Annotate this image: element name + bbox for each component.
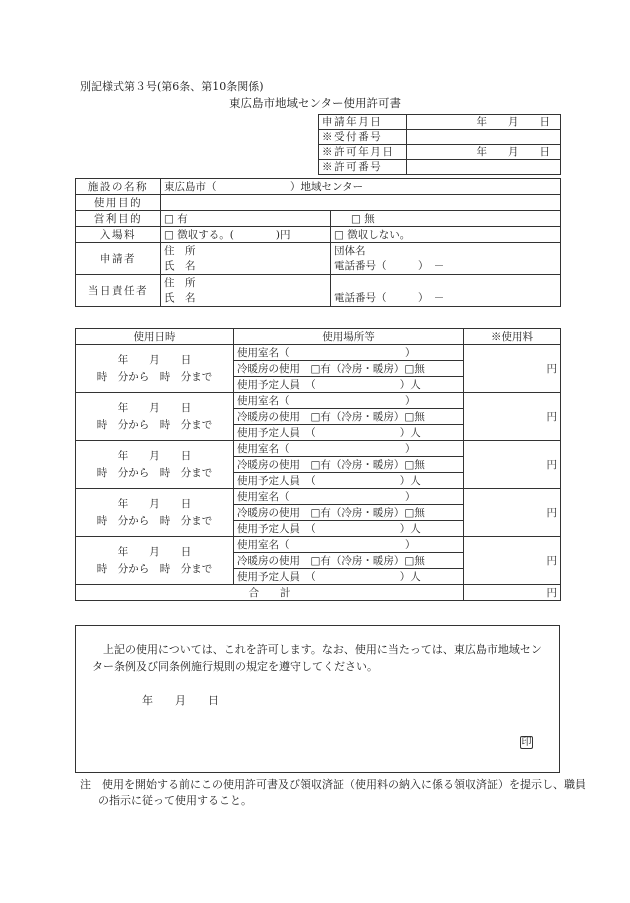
facility-value: 東広島市（ ）地域センター — [161, 179, 561, 195]
entry-fee-collect: □ 徴収する。( )円 — [161, 227, 331, 243]
reception-label: 申請年月日 — [319, 115, 407, 130]
usage-room: 使用室名（ ） — [234, 537, 464, 553]
seal-mark: 印 — [521, 737, 532, 748]
usage-fee: 円 — [464, 393, 561, 441]
usage-time: 時 分から 時 分まで — [96, 514, 213, 527]
usage-date: 年 月 日 — [117, 401, 192, 414]
reception-value: 年 月 日 — [407, 115, 561, 130]
usage-total-label: 合 計 — [76, 585, 464, 601]
applicant-table — [75, 178, 561, 307]
facility-label: 施設の名称 — [76, 179, 161, 195]
reception-value: 年 月 日 — [407, 145, 561, 160]
phone-label: 電話番号（ ） － — [334, 259, 445, 272]
commercial-yes: □ 有 — [161, 211, 331, 227]
usage-time: 時 分から 時 分まで — [96, 562, 213, 575]
address-label: 住 所 — [164, 276, 196, 289]
page-title: 東広島市地域センター使用許可書 — [228, 96, 402, 110]
responsible-label: 当日責任者 — [76, 275, 161, 307]
commercial-label: 営利目的 — [76, 211, 161, 227]
permit-text: 上記の使用については、これを許可します。なお、使用に当たっては、東広島市地域センター条例及び同条例施行規則の規定を遵守してください。 — [92, 643, 542, 673]
permit-box — [75, 625, 560, 773]
usage-aircon: 冷暖房の使用 □有（冷房・暖房）□無 — [234, 409, 464, 425]
name-label: 氏 名 — [164, 259, 196, 272]
usage-aircon: 冷暖房の使用 □有（冷房・暖房）□無 — [234, 361, 464, 377]
usage-room: 使用室名（ ） — [234, 345, 464, 361]
usage-date: 年 月 日 — [117, 353, 192, 366]
usage-room: 使用室名（ ） — [234, 441, 464, 457]
usage-time: 時 分から 時 分まで — [96, 370, 213, 383]
purpose-value — [161, 195, 561, 211]
usage-people: 使用予定人員 （ ）人 — [234, 377, 464, 393]
group-label: 団体名 — [334, 244, 366, 257]
usage-people: 使用予定人員 （ ）人 — [234, 521, 464, 537]
name-label: 氏 名 — [164, 291, 196, 304]
usage-time: 時 分から 時 分まで — [96, 418, 213, 431]
usage-aircon: 冷暖房の使用 □有（冷房・暖房）□無 — [234, 553, 464, 569]
usage-people: 使用予定人員 （ ）人 — [234, 569, 464, 585]
reception-label: ※許可番号 — [319, 160, 407, 175]
usage-people: 使用予定人員 （ ）人 — [234, 425, 464, 441]
usage-header-fee: ※使用料 — [464, 329, 561, 345]
purpose-label: 使用目的 — [76, 195, 161, 211]
usage-datetime-cell — [76, 345, 234, 393]
usage-aircon: 冷暖房の使用 □有（冷房・暖房）□無 — [234, 457, 464, 473]
usage-fee: 円 — [464, 537, 561, 585]
form-number: 別記様式第３号(第6条、第10条関係) — [80, 80, 264, 93]
usage-date: 年 月 日 — [117, 497, 192, 510]
reception-label: ※許可年月日 — [319, 145, 407, 160]
entry-fee-none: □ 徴収しない。 — [331, 227, 561, 243]
usage-fee: 円 — [464, 345, 561, 393]
usage-datetime-cell — [76, 441, 234, 489]
reception-label: ※受付番号 — [319, 130, 407, 145]
usage-date: 年 月 日 — [117, 545, 192, 558]
reception-value — [407, 130, 561, 145]
usage-people: 使用予定人員 （ ）人 — [234, 473, 464, 489]
reception-value — [407, 160, 561, 175]
usage-date: 年 月 日 — [117, 449, 192, 462]
usage-room: 使用室名（ ） — [234, 489, 464, 505]
usage-table — [75, 328, 561, 601]
reception-table — [318, 114, 561, 175]
entry-fee-label: 入場料 — [76, 227, 161, 243]
usage-datetime-cell — [76, 393, 234, 441]
address-label: 住 所 — [164, 244, 196, 257]
usage-datetime-cell — [76, 489, 234, 537]
usage-header-datetime: 使用日時 — [76, 329, 234, 345]
commercial-no: □ 無 — [331, 211, 561, 227]
usage-total-fee: 円 — [464, 585, 561, 601]
usage-room: 使用室名（ ） — [234, 393, 464, 409]
usage-time: 時 分から 時 分まで — [96, 466, 213, 479]
usage-fee: 円 — [464, 489, 561, 537]
usage-datetime-cell — [76, 537, 234, 585]
usage-header-place: 使用場所等 — [234, 329, 464, 345]
usage-fee: 円 — [464, 441, 561, 489]
applicant-label: 申請者 — [76, 243, 161, 275]
usage-aircon: 冷暖房の使用 □有（冷房・暖房）□無 — [234, 505, 464, 521]
permit-date: 年 月 日 — [142, 694, 219, 707]
note-text: 注 使用を開始する前にこの使用許可書及び領収済証（使用料の納入に係る領収済証）を提示し、職員の指示に従って使用すること。 — [80, 778, 586, 807]
phone-label: 電話番号（ ） － — [334, 291, 445, 304]
